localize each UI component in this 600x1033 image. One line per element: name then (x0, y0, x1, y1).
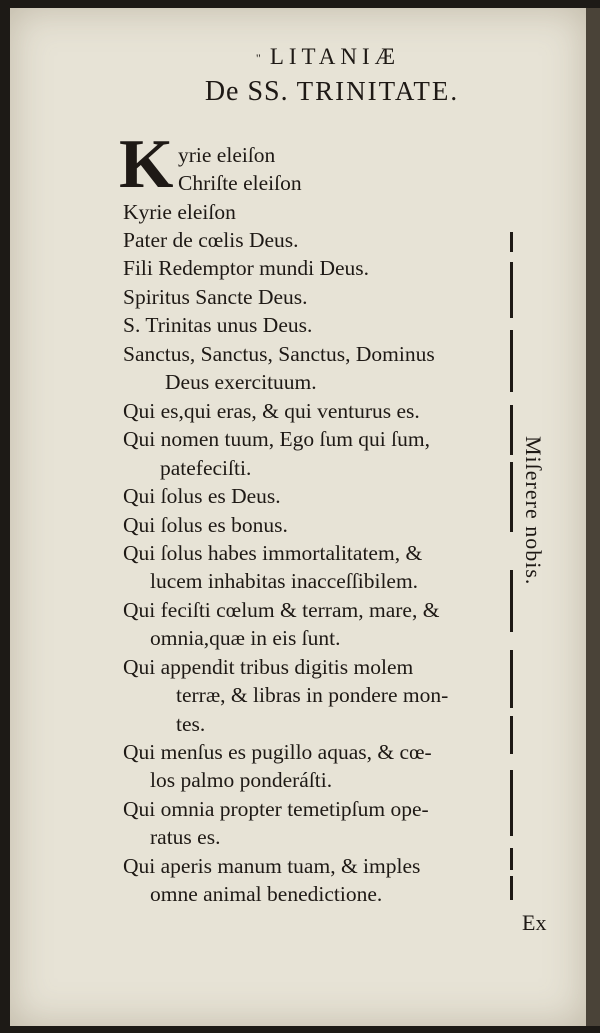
bracket-mark (510, 716, 513, 754)
litany-line: Qui feciſti cœlum & terram, mare, & (123, 598, 440, 622)
litany-line: Pater de cœlis Deus. (123, 228, 299, 252)
litany-line: terræ, & libras in pondere mon- (176, 683, 449, 707)
bracket-mark (510, 570, 513, 632)
litany-line: Qui nomen tuum, Ego ſum qui ſum, (123, 427, 430, 451)
litany-line: Spiritus Sancte Deus. (123, 285, 308, 309)
bracket-mark (510, 462, 513, 532)
subtitle-main: TRINITATE. (296, 76, 460, 106)
title-prefix: " (255, 51, 264, 66)
litany-line: omne animal benedictione. (150, 882, 383, 906)
bracket-mark (510, 405, 513, 455)
litany-line: Kyrie eleiſon (123, 200, 236, 224)
litany-line: Chriſte eleiſon (178, 171, 302, 195)
litany-line: Qui ſolus es bonus. (123, 513, 288, 537)
litany-line: omnia,quæ in eis ſunt. (150, 626, 341, 650)
litany-title (28, 44, 600, 70)
drop-cap: K (119, 126, 174, 203)
litany-line: Qui menſus es pugillo aquas, & cœ- (123, 740, 432, 764)
bracket-mark (510, 232, 513, 252)
catchword: Ex (522, 910, 547, 935)
litany-line: yrie eleiſon (178, 143, 276, 167)
litany-line: Qui ſolus habes immortalitatem, & (123, 541, 423, 565)
litany-line: Qui omnia propter temetipſum ope- (123, 797, 429, 821)
litany-line: Qui es,qui eras, & qui venturus es. (123, 399, 420, 423)
litany-line: Fili Redemptor mundi Deus. (123, 256, 370, 280)
litany-line: tes. (176, 712, 206, 736)
litany-line: los palmo ponderáſti. (150, 768, 333, 792)
subtitle-de: De SS. (204, 76, 289, 107)
bracket-mark (510, 770, 513, 836)
litany-line: Qui appendit tribus digitis molem (123, 655, 414, 679)
litany-subtitle (32, 76, 600, 108)
refrain-text: Miſerere nobis. (521, 436, 546, 586)
litany-line: patefeciſti. (160, 456, 252, 480)
bracket-mark (510, 650, 513, 708)
litany-line: Deus exercituum. (165, 370, 317, 394)
bracket-mark (510, 848, 513, 870)
litany-line: ratus es. (150, 825, 221, 849)
litany-line: lucem inhabitas inacceſſibilem. (150, 569, 419, 593)
litany-line: Qui ſolus es Deus. (123, 484, 281, 508)
bracket-mark (510, 876, 513, 900)
litany-line: Sanctus, Sanctus, Sanctus, Dominus (123, 342, 435, 366)
litany-line: Qui aperis manum tuam, & imples (123, 854, 421, 878)
litany-line: S. Trinitas unus Deus. (123, 313, 313, 337)
page-edge (586, 8, 600, 1026)
bracket-mark (510, 330, 513, 392)
title-text: LITANIÆ (269, 44, 401, 69)
bracket-mark (510, 262, 513, 318)
